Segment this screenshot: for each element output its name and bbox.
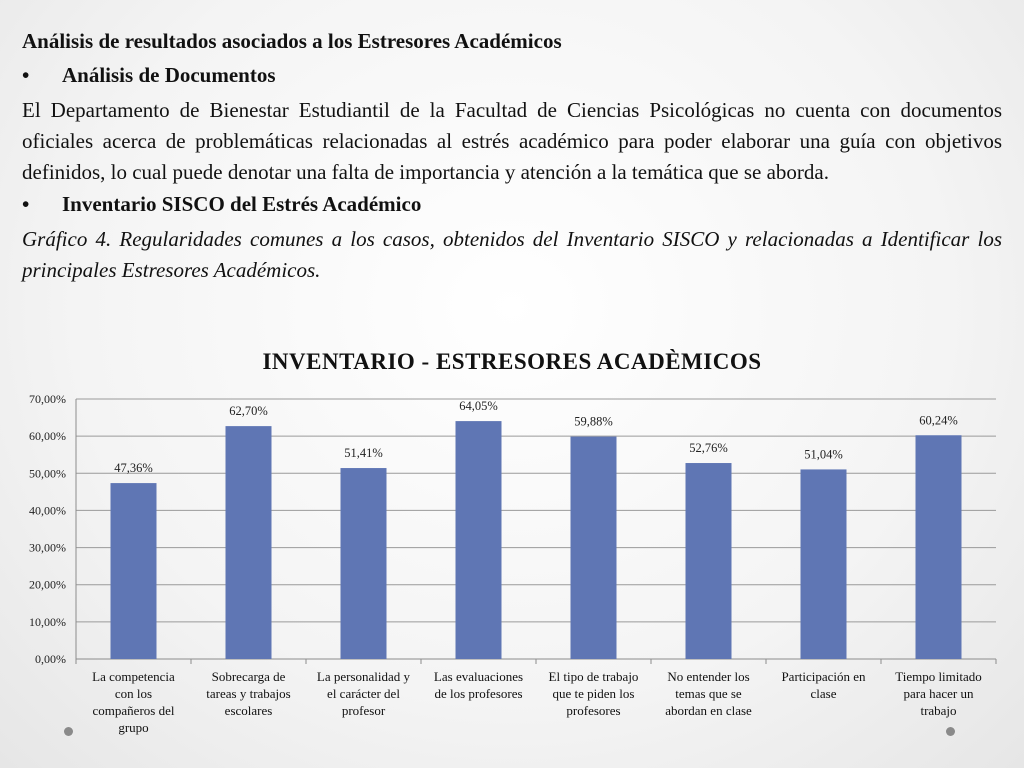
bar <box>686 463 732 659</box>
x-category-label: profesores <box>566 703 621 718</box>
bullet-label: Inventario SISCO del Estrés Académico <box>62 192 422 216</box>
bar-chart <box>0 380 1024 768</box>
data-label: 51,04% <box>804 447 843 462</box>
x-category-label: tareas y trabajos <box>206 686 291 701</box>
x-category-label: Participación en <box>781 669 866 684</box>
x-category-label: clase <box>810 686 837 701</box>
x-category-label: de los profesores <box>434 686 523 701</box>
bullet-label: Análisis de Documentos <box>62 63 276 87</box>
x-category-label: grupo <box>118 720 149 735</box>
x-category-label: La personalidad y <box>316 669 411 684</box>
chart-title: INVENTARIO - ESTRESORES ACADÈMICOS <box>262 349 762 374</box>
x-category-label: con los <box>114 686 153 701</box>
x-category-label: el carácter del <box>327 686 400 701</box>
data-label: 64,05% <box>459 399 498 414</box>
x-category-label: escolares <box>224 703 273 718</box>
decorative-dot-right <box>946 727 955 736</box>
body-paragraph: El Departamento de Bienestar Estudiantil de la Facultad de Ciencias Psicológicas no cuenta con documentos oficiales acerca de problemáticas relacionadas al estrés académico para poder elaborar una guía con objetivos definidos, lo cual puede denotar una falta de importancia y atención a la temática que se aborda. <box>22 98 1002 184</box>
data-label: 60,24% <box>919 413 958 428</box>
data-label: 62,70% <box>229 404 268 419</box>
y-tick-label: 10,00% <box>29 614 66 629</box>
x-category-label: compañeros del <box>92 703 175 718</box>
bar <box>456 421 502 659</box>
data-label: 52,76% <box>689 441 728 456</box>
bar <box>801 469 847 659</box>
x-category-label: La competencia <box>92 669 175 684</box>
x-category-label: Las evaluaciones <box>433 669 524 684</box>
y-tick-label: 30,00% <box>29 540 66 555</box>
x-category-label: El tipo de trabajo <box>548 669 639 684</box>
x-category-label: para hacer un <box>903 686 974 701</box>
bar <box>341 468 387 659</box>
bar <box>916 435 962 659</box>
decorative-dot-left <box>64 727 73 736</box>
y-tick-label: 20,00% <box>29 577 66 592</box>
bar <box>571 437 617 659</box>
bullet-dot: • <box>22 192 30 216</box>
y-tick-label: 70,00% <box>29 392 66 406</box>
y-tick-label: 60,00% <box>29 429 66 444</box>
x-category-label: abordan en clase <box>665 703 752 718</box>
bullet-documentos <box>22 61 1002 89</box>
y-tick-label: 0,00% <box>35 652 66 666</box>
x-category-label: Tiempo limitado <box>895 669 982 684</box>
bullet-sisco <box>22 190 1002 218</box>
x-category-label: temas que se <box>675 686 742 701</box>
figure-caption: Gráfico 4. Regularidades comunes a los casos, obtenidos del Inventario SISCO y relacionadas a Identificar los principales Estresores Académicos. <box>22 227 1002 282</box>
y-tick-label: 50,00% <box>29 466 66 481</box>
x-category-label: No entender los <box>667 669 750 684</box>
data-label: 51,41% <box>344 446 383 461</box>
x-category-label: Sobrecarga de <box>211 669 286 684</box>
text-block <box>22 28 1002 286</box>
x-category-label: trabajo <box>920 703 957 718</box>
y-tick-label: 40,00% <box>29 503 66 518</box>
bar <box>226 426 272 659</box>
bullet-dot: • <box>22 63 30 87</box>
slide-heading: Análisis de resultados asociados a los Estresores Académicos <box>22 29 562 53</box>
x-category-label: que te piden los <box>552 686 635 701</box>
x-category-label: profesor <box>341 703 386 718</box>
data-label: 59,88% <box>574 414 613 429</box>
bar <box>111 483 157 659</box>
data-label: 47,36% <box>114 461 153 476</box>
